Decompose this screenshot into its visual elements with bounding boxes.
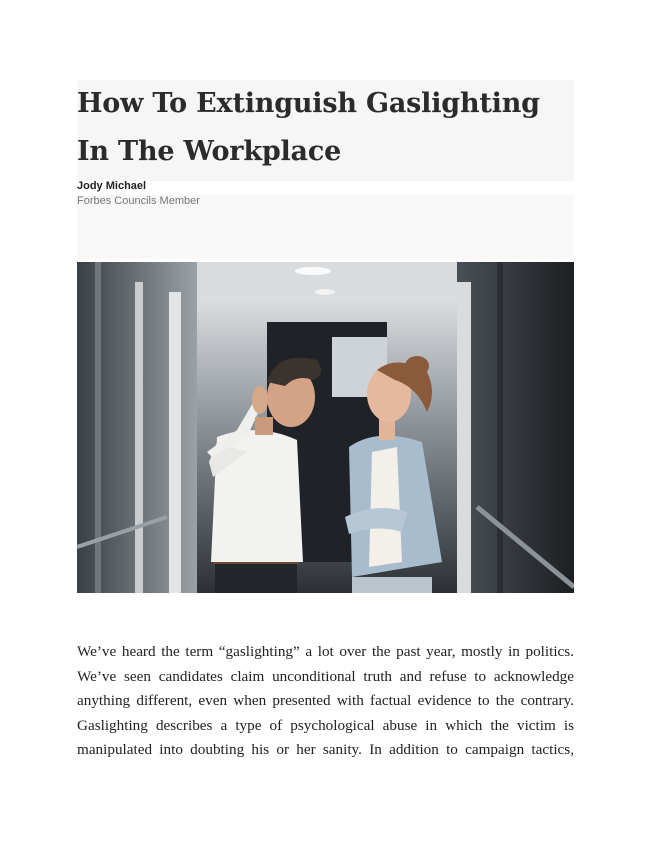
office-argument-illustration <box>77 262 574 593</box>
article-photo <box>77 262 574 593</box>
body-line: We’ve seen candidates claim unconditional truth and refuse to acknowledge <box>77 667 574 685</box>
author-name[interactable]: Jody Michael <box>77 180 147 192</box>
body-line: We’ve heard the term “gaslighting” a lot over the past year, mostly in politics. <box>77 643 574 660</box>
author-role: Forbes Councils Member <box>77 195 200 207</box>
article-body <box>77 640 574 763</box>
body-line: Gaslighting describes a type of psychological abuse in which the victim is <box>77 716 574 734</box>
body-line: manipulated into doubting his or her sanity. In addition to campaign tactics, <box>77 741 574 758</box>
article-title: How To Extinguish Gaslighting In The Workplace <box>77 88 540 167</box>
body-line: anything different, even when presented with factual evidence to the contrary. <box>77 692 574 709</box>
